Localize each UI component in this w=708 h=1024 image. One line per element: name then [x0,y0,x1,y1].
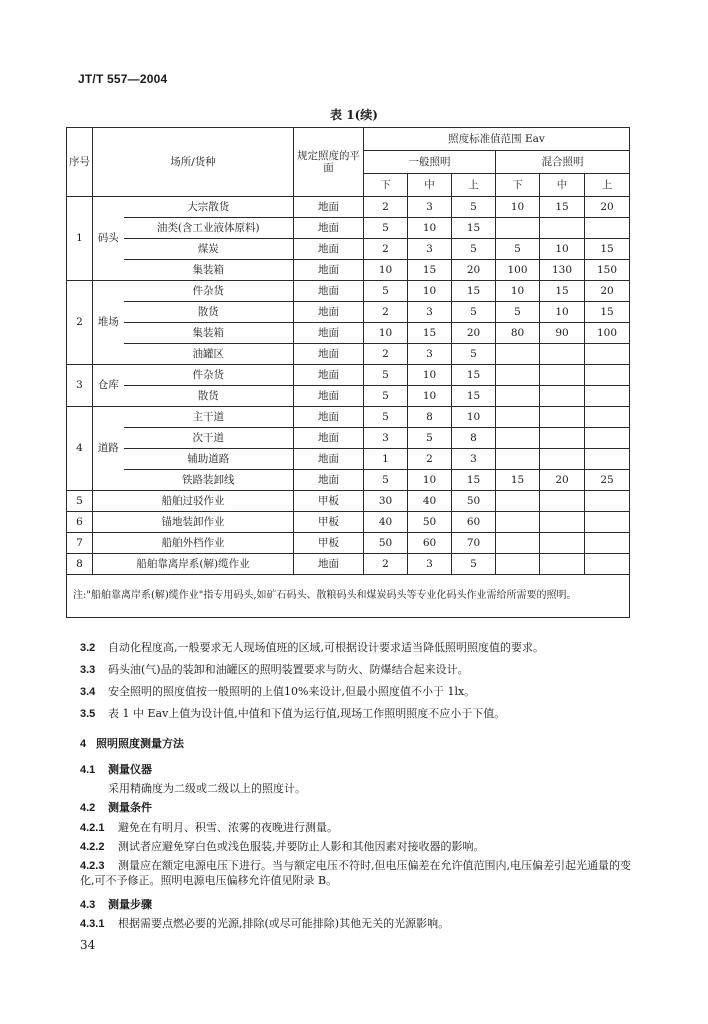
cell-value [540,533,585,554]
cell-value: 5 [452,344,496,365]
cell-value: 1 [364,449,408,470]
row-plane: 甲板 [294,491,364,512]
cell-value: 2 [364,554,408,575]
cell-value: 30 [364,491,408,512]
table-row [67,470,630,491]
row-item: 船舶靠离岸系(解)缆作业 [93,554,294,575]
cell-value [540,344,585,365]
row-seq: 8 [67,554,93,575]
cell-value [585,407,630,428]
section-title: 测量仪器 [108,763,152,776]
row-plane: 地面 [294,239,364,260]
clause-text: 安全照明的照度值按一般照明的上值10%来设计,但最小照度值不小于 1lx。 [108,685,476,698]
cell-value [496,344,540,365]
cell-value: 3 [408,302,452,323]
cell-value: 20 [540,470,585,491]
cell-value: 20 [585,197,630,218]
table-row [67,428,630,449]
cell-value: 3 [408,197,452,218]
row-item: 船舶过驳作业 [93,491,294,512]
row-seq: 7 [67,533,93,554]
cell-value: 80 [496,323,540,344]
cell-value: 15 [408,260,452,281]
cell-value: 10 [408,281,452,302]
cell-value: 8 [452,428,496,449]
cell-value: 20 [452,323,496,344]
cell-value: 5 [496,302,540,323]
header-general: 一般照明 [364,151,496,174]
section-title: 照明照度测量方法 [96,737,184,750]
cell-value: 10 [408,386,452,407]
cell-value: 25 [585,470,630,491]
cell-value: 8 [408,407,452,428]
row-item: 铁路装卸线 [124,470,294,491]
clause-text: 根据需要点燃必要的光源,排除(或尽可能排除)其他无关的光源影响。 [118,917,450,930]
cell-value: 10 [364,260,408,281]
cell-value: 15 [496,470,540,491]
section-title: 测量条件 [108,801,152,814]
row-plane: 地面 [294,281,364,302]
table-row [67,491,630,512]
row-seq: 2 [67,281,93,365]
header-general-low: 下 [364,174,408,197]
table-row [67,197,630,218]
row-seq: 4 [67,407,93,491]
cell-value: 15 [540,281,585,302]
section-4-heading [80,737,632,752]
clause-number: 4.2.2 [80,841,105,853]
row-seq: 5 [67,491,93,512]
cell-value [496,386,540,407]
cell-value: 3 [408,554,452,575]
paragraph-3-5 [80,707,632,722]
cell-value [585,344,630,365]
row-item: 主干道 [124,407,294,428]
clause-text: 表 1 中 Eav上值为设计值,中值和下值为运行值,现场工作照明照度不应小于下值。 [108,707,506,720]
cell-value: 100 [585,323,630,344]
cell-value: 50 [408,512,452,533]
clause-number: 3.5 [80,708,96,720]
cell-value: 50 [452,491,496,512]
row-group: 道路 [93,407,124,491]
row-plane: 地面 [294,554,364,575]
cell-value [585,491,630,512]
cell-value [540,428,585,449]
clause-text: 码头油(气)品的装卸和油罐区的照明装置要求与防火、防爆结合起来设计。 [108,663,469,676]
cell-value: 3 [408,239,452,260]
cell-value [496,428,540,449]
header-mixed-mid: 中 [540,174,585,197]
table-row [67,512,630,533]
table-row [67,344,630,365]
table-row [67,386,630,407]
cell-value: 5 [452,197,496,218]
cell-value [496,365,540,386]
header-place: 场所/货种 [93,128,294,197]
cell-value: 2 [408,449,452,470]
cell-value: 50 [364,533,408,554]
cell-value: 15 [452,470,496,491]
row-plane: 地面 [294,218,364,239]
cell-value: 130 [540,260,585,281]
cell-value [496,491,540,512]
cell-value [540,407,585,428]
cell-value [540,491,585,512]
row-plane: 地面 [294,260,364,281]
header-seq: 序号 [67,128,93,197]
section-number: 4.1 [80,764,96,776]
table-row [67,407,630,428]
cell-value: 5 [364,365,408,386]
cell-value [585,533,630,554]
row-item: 件杂货 [124,365,294,386]
row-plane: 地面 [294,365,364,386]
header-mixed-high: 上 [585,174,630,197]
paragraph-4-2-1 [80,821,632,836]
clause-number: 3.3 [80,664,96,676]
paragraph-3-2 [80,641,632,656]
table-row [67,449,630,470]
cell-value [496,218,540,239]
header-plane: 规定照度的平面 [294,128,364,197]
clause-text: 测试者应避免穿白色或浅色服装,并要防止人影和其他因素对接收器的影响。 [118,840,485,853]
cell-value: 3 [408,344,452,365]
cell-value: 60 [408,533,452,554]
illuminance-standard-table [66,127,630,618]
row-item: 散货 [124,302,294,323]
cell-value: 150 [585,260,630,281]
row-group: 堆场 [93,281,124,365]
clause-number: 4.2.1 [80,822,105,834]
row-seq: 1 [67,197,93,281]
table-row [67,218,630,239]
table-row [67,365,630,386]
cell-value: 5 [364,386,408,407]
row-item: 油类(含工业液体原料) [124,218,294,239]
row-item: 件杂货 [124,281,294,302]
table-row [67,554,630,575]
cell-value: 15 [452,218,496,239]
cell-value [585,386,630,407]
section-title: 测量步骤 [108,898,152,911]
cell-value: 10 [408,365,452,386]
row-plane: 地面 [294,344,364,365]
cell-value: 2 [364,239,408,260]
section-number: 4.2 [80,802,96,814]
clause-text: 测量应在额定电源电压下进行。当与额定电压不符时,但电压偏差在允许值范围内,电压偏差引起光通量的变化,可不予修正。照明电源电压偏移允许值见附录 B。 [80,859,631,887]
cell-value [540,365,585,386]
cell-value: 10 [408,218,452,239]
cell-value: 15 [452,365,496,386]
clause-number: 4.3.1 [80,918,105,930]
cell-value: 3 [452,449,496,470]
cell-value: 5 [496,239,540,260]
cell-value [496,449,540,470]
row-seq: 6 [67,512,93,533]
table-row [67,239,630,260]
row-item: 油罐区 [124,344,294,365]
cell-value: 70 [452,533,496,554]
cell-value: 5 [452,554,496,575]
header-general-high: 上 [452,174,496,197]
table-row [67,302,630,323]
cell-value: 2 [364,302,408,323]
cell-value [585,365,630,386]
clause-text: 避免在有明月、积雪、浓雾的夜晚进行测量。 [118,821,338,834]
subsection-4-1-heading [80,763,632,778]
row-plane: 地面 [294,323,364,344]
cell-value: 2 [364,197,408,218]
cell-value [585,512,630,533]
cell-value: 2 [364,344,408,365]
table-row [67,533,630,554]
clause-number: 3.2 [80,642,96,654]
row-item: 辅助道路 [124,449,294,470]
cell-value [496,554,540,575]
row-group: 码头 [93,197,124,281]
cell-value: 5 [452,302,496,323]
header-mixed: 混合照明 [496,151,630,174]
cell-value [585,449,630,470]
cell-value: 20 [452,260,496,281]
cell-value [540,386,585,407]
row-item: 集装箱 [124,323,294,344]
cell-value [496,512,540,533]
cell-value: 5 [408,428,452,449]
cell-value: 15 [585,239,630,260]
paragraph-4-2-2 [80,840,632,855]
row-plane: 地面 [294,386,364,407]
table-row [67,281,630,302]
paragraph-4-3-1 [80,917,632,932]
clause-text: 自动化程度高,一般要求无人现场值班的区域,可根据设计要求适当降低照明照度值的要求。 [108,641,544,654]
header-range: 照度标准值范围 Eav [364,128,630,151]
cell-value: 5 [364,281,408,302]
clause-number: 3.4 [80,686,96,698]
row-item: 锚地装卸作业 [93,512,294,533]
cell-value: 15 [408,323,452,344]
table-caption: 表 1(续) [330,108,378,122]
row-item: 次干道 [124,428,294,449]
cell-value: 3 [364,428,408,449]
cell-value [540,554,585,575]
subsection-4-1-text: 采用精确度为二级或二级以上的照度计。 [108,782,306,795]
document-code: JT/T 557—2004 [78,72,168,86]
header-general-mid: 中 [408,174,452,197]
cell-value [540,449,585,470]
cell-value: 5 [364,218,408,239]
paragraph-3-3 [80,663,632,678]
cell-value: 20 [585,281,630,302]
cell-value [585,218,630,239]
table-row [67,323,630,344]
paragraph-4-2-3 [80,859,632,889]
paragraph-3-4 [80,685,632,700]
row-group: 仓库 [93,365,124,407]
cell-value: 10 [496,281,540,302]
cell-value [585,428,630,449]
cell-value: 90 [540,323,585,344]
cell-value: 15 [540,197,585,218]
row-plane: 地面 [294,449,364,470]
row-plane: 甲板 [294,533,364,554]
row-item: 煤炭 [124,239,294,260]
cell-value: 60 [452,512,496,533]
cell-value: 40 [364,512,408,533]
cell-value: 10 [540,239,585,260]
cell-value: 15 [585,302,630,323]
row-item: 大宗散货 [124,197,294,218]
cell-value: 15 [452,281,496,302]
row-item: 船舶外档作业 [93,533,294,554]
subsection-4-3-heading [80,898,632,913]
cell-value: 100 [496,260,540,281]
row-plane: 地面 [294,470,364,491]
cell-value: 5 [452,239,496,260]
cell-value: 10 [364,323,408,344]
header-mixed-low: 下 [496,174,540,197]
cell-value: 10 [408,470,452,491]
table-note: 注:"船舶靠离岸系(解)缆作业"指专用码头,如矿石码头、散粮码头和煤炭码头等专业化码头作业需给所需要的照明。 [67,575,630,618]
page-number: 34 [80,938,96,952]
row-plane: 地面 [294,302,364,323]
cell-value [496,533,540,554]
row-item: 散货 [124,386,294,407]
cell-value: 10 [452,407,496,428]
cell-value [540,512,585,533]
subsection-4-2-heading [80,801,632,816]
row-plane: 地面 [294,407,364,428]
cell-value [585,554,630,575]
cell-value: 5 [364,470,408,491]
cell-value: 10 [540,302,585,323]
table-row [67,260,630,281]
cell-value: 40 [408,491,452,512]
cell-value: 10 [496,197,540,218]
section-number: 4 [80,738,87,750]
row-seq: 3 [67,365,93,407]
cell-value: 15 [452,386,496,407]
row-item: 集装箱 [124,260,294,281]
row-plane: 地面 [294,428,364,449]
row-plane: 地面 [294,197,364,218]
row-plane: 甲板 [294,512,364,533]
cell-value [496,407,540,428]
clause-number: 4.2.3 [80,860,105,872]
section-number: 4.3 [80,899,96,911]
cell-value: 5 [364,407,408,428]
cell-value [540,218,585,239]
